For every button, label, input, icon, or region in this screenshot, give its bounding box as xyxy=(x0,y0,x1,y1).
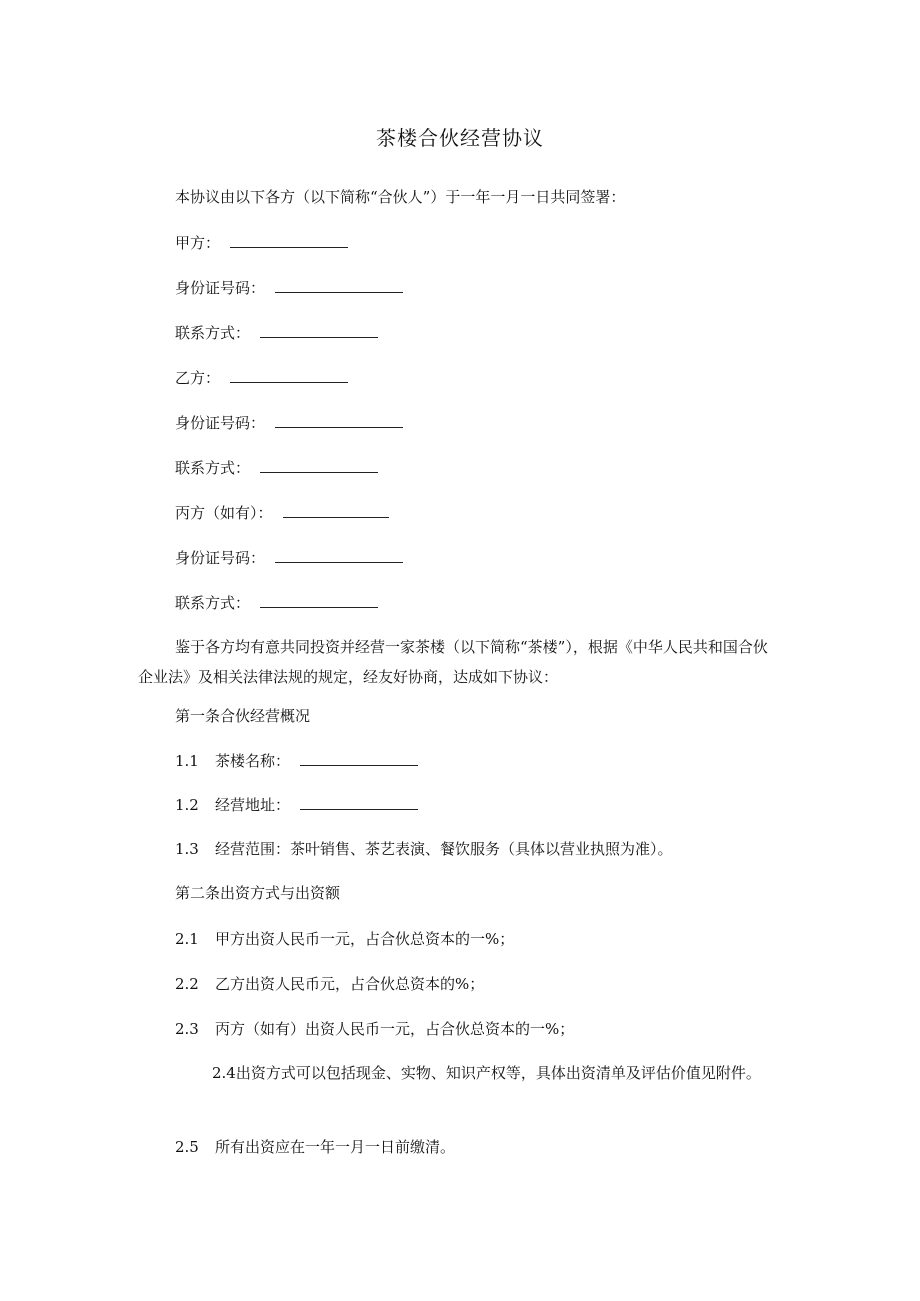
teahouse-name-blank xyxy=(300,750,418,766)
id-a-label: 身份证号码： xyxy=(175,279,266,297)
intro-text: 本协议由以下各方（以下简称“合伙人”）于一年一月一日共同签署： xyxy=(175,188,626,206)
item-number: 2.5 xyxy=(175,1138,199,1156)
item-text: 甲方出资人民币一元，占合伙总资本的一%； xyxy=(215,930,515,948)
id-c-line xyxy=(175,547,403,569)
item-text: 出资方式可以包括现金、实物、知识产权等，具体出资清单及评估价值见附件。 xyxy=(235,1064,761,1082)
contact-a-label: 联系方式： xyxy=(175,324,251,342)
item-number: 2.3 xyxy=(175,1020,199,1038)
party-b-blank xyxy=(230,367,348,383)
party-c-label: 丙方（如有）： xyxy=(175,504,273,522)
item-text: 所有出资应在一年一月一日前缴清。 xyxy=(215,1138,456,1156)
preamble-paragraph: 鉴于各方均有意共同投资并经营一家茶楼（以下简称“茶楼”），根据《中华人民共和国合伙企业法》及相关法律法规的规定，经友好协商，达成如下协议： xyxy=(138,638,768,686)
item-number: 1.3 xyxy=(175,840,199,858)
article2-item-3 xyxy=(175,1018,574,1040)
id-a-blank xyxy=(275,277,403,293)
article1-item-1 xyxy=(175,750,418,772)
party-a-line xyxy=(175,232,348,254)
item-text: 经营范围：茶叶销售、茶艺表演、餐饮服务（具体以营业执照为准）。 xyxy=(215,840,673,858)
party-a-label: 甲方： xyxy=(175,234,221,252)
id-c-label: 身份证号码： xyxy=(175,549,266,567)
item-number: 1.1 xyxy=(175,752,199,770)
item-number: 1.2 xyxy=(175,796,199,814)
contact-b-line xyxy=(175,457,378,479)
item-number: 2.4 xyxy=(212,1064,236,1082)
party-a-blank xyxy=(230,232,348,248)
item-text: 丙方（如有）出资人民币一元，占合伙总资本的一%； xyxy=(215,1020,575,1038)
article2-heading: 第二条出资方式与出资额 xyxy=(175,884,341,902)
contact-a-line xyxy=(175,322,378,344)
contact-c-line xyxy=(175,592,378,614)
document-title: 茶楼合伙经营协议 xyxy=(376,126,544,150)
contact-a-blank xyxy=(260,322,378,338)
contact-c-blank xyxy=(260,592,378,608)
party-b-line xyxy=(175,367,348,389)
article1-item-2 xyxy=(175,794,418,816)
contact-b-label: 联系方式： xyxy=(175,459,251,477)
article1-heading: 第一条合伙经营概况 xyxy=(175,707,311,725)
article2-item-2 xyxy=(175,973,484,995)
contact-b-blank xyxy=(260,457,378,473)
article1-item-3 xyxy=(175,838,673,860)
item-text: 经营地址： xyxy=(215,796,291,814)
article2-item-5 xyxy=(175,1136,455,1158)
item-number: 2.2 xyxy=(175,975,199,993)
party-c-line xyxy=(175,502,389,524)
id-a-line xyxy=(175,277,403,299)
id-c-blank xyxy=(275,547,403,563)
party-c-blank xyxy=(283,502,389,518)
id-b-blank xyxy=(275,412,403,428)
article2-item-1 xyxy=(175,928,514,950)
article2-item-4 xyxy=(138,1058,788,1088)
item-text: 茶楼名称： xyxy=(215,752,291,770)
item-number: 2.1 xyxy=(175,930,199,948)
address-blank xyxy=(300,794,418,810)
id-b-line xyxy=(175,412,403,434)
item-text: 乙方出资人民币元，占合伙总资本的%； xyxy=(215,975,485,993)
contact-c-label: 联系方式： xyxy=(175,594,251,612)
id-b-label: 身份证号码： xyxy=(175,414,266,432)
party-b-label: 乙方： xyxy=(175,369,221,387)
